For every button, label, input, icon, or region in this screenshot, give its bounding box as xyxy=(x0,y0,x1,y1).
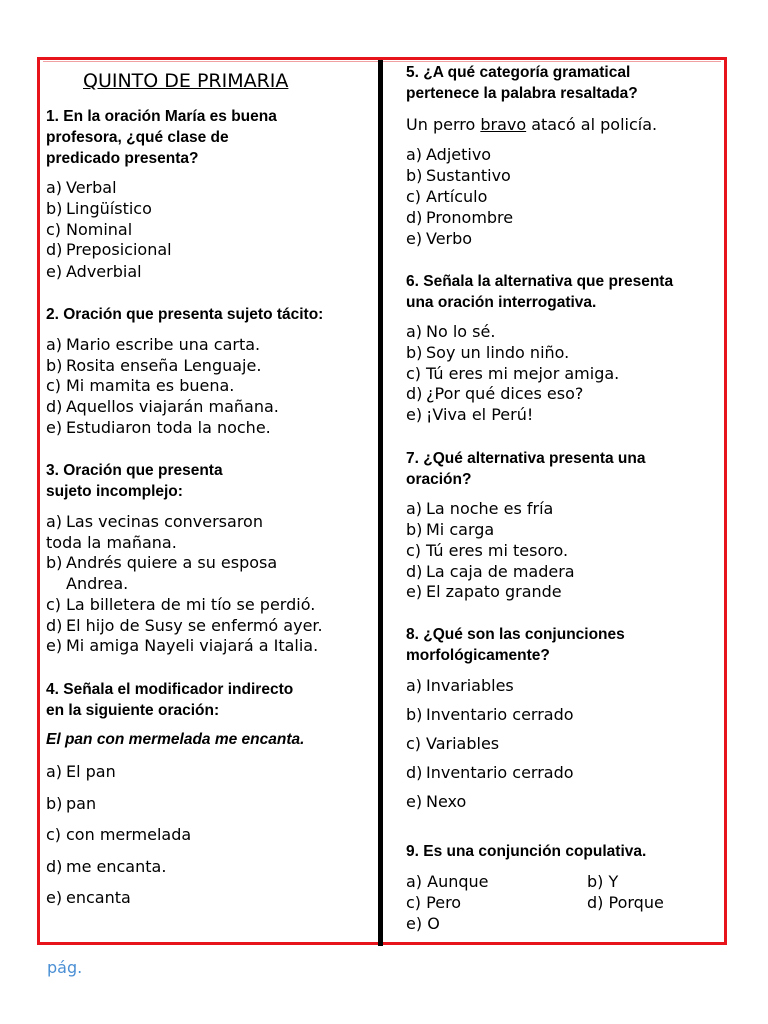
q2-option-a[interactable]: a) Mario escribe una carta. xyxy=(46,335,261,354)
q1-option-c[interactable]: c) Nominal xyxy=(46,220,133,239)
question-7-line: 7. ¿Qué alternativa presenta una xyxy=(406,450,646,467)
q7-option-a[interactable]: a) La noche es fría xyxy=(406,499,554,518)
q4-option-a[interactable]: a) El pan xyxy=(46,762,116,781)
q3-option-c[interactable]: c) La billetera de mi tío se perdió. xyxy=(46,595,316,614)
q3-option-a-continuation: toda la mañana. xyxy=(46,533,177,552)
q1-option-b[interactable]: b) Lingüístico xyxy=(46,199,152,218)
q9-option-d[interactable]: d) Porque xyxy=(587,893,664,912)
question-1-line: predicado presenta? xyxy=(46,150,199,167)
page-title: QUINTO DE PRIMARIA xyxy=(83,70,289,92)
q6-option-e[interactable]: e) ¡Viva el Perú! xyxy=(406,405,534,424)
q6-option-b[interactable]: b) Soy un lindo niño. xyxy=(406,343,570,362)
q3-option-a[interactable]: a) Las vecinas conversaron xyxy=(46,512,263,531)
question-1-line: 1. En la oración María es buena xyxy=(46,108,277,125)
question-8-line: morfológicamente? xyxy=(406,647,550,664)
q5-option-d[interactable]: d) Pronombre xyxy=(406,208,514,227)
q4-sentence: El pan con mermelada me encanta. xyxy=(46,731,305,748)
q7-option-b[interactable]: b) Mi carga xyxy=(406,520,495,539)
question-4-line: 4. Señala el modificador indirecto xyxy=(46,681,294,698)
q5-option-b[interactable]: b) Sustantivo xyxy=(406,166,511,185)
column-divider xyxy=(378,60,383,946)
question-4 xyxy=(46,679,293,721)
question-5-line: 5. ¿A qué categoría gramatical xyxy=(406,64,631,81)
q7-option-d[interactable]: d) La caja de madera xyxy=(406,562,575,581)
q9-option-b[interactable]: b) Y xyxy=(587,872,619,891)
question-6 xyxy=(406,271,673,313)
q8-option-e[interactable]: e) Nexo xyxy=(406,792,467,811)
q2-option-b[interactable]: b) Rosita enseña Lenguaje. xyxy=(46,356,262,375)
question-7 xyxy=(406,448,645,490)
q4-option-c[interactable]: c) con mermelada xyxy=(46,825,192,844)
q7-option-c[interactable]: c) Tú eres mi tesoro. xyxy=(406,541,569,560)
question-6-line: una oración interrogativa. xyxy=(406,294,597,311)
q5-option-e[interactable]: e) Verbo xyxy=(406,229,473,248)
q8-option-a[interactable]: a) Invariables xyxy=(406,676,514,695)
q9-option-e[interactable]: e) O xyxy=(406,914,440,933)
q4-option-e[interactable]: e) encanta xyxy=(46,888,131,907)
q9-option-c[interactable]: c) Pero xyxy=(406,893,462,912)
q5-option-a[interactable]: a) Adjetivo xyxy=(406,145,492,164)
question-3-line: sujeto incomplejo: xyxy=(46,483,183,500)
q6-option-c[interactable]: c) Tú eres mi mejor amiga. xyxy=(406,364,620,383)
question-3-line: 3. Oración que presenta xyxy=(46,462,223,479)
q4-option-d[interactable]: d) me encanta. xyxy=(46,857,167,876)
question-3 xyxy=(46,460,223,502)
q1-option-a[interactable]: a) Verbal xyxy=(46,178,117,197)
q3-option-d[interactable]: d) El hijo de Susy se enfermó ayer. xyxy=(46,616,323,635)
q3-option-b-continuation: Andrea. xyxy=(66,574,129,593)
q6-option-d[interactable]: d) ¿Por qué dices eso? xyxy=(406,384,584,403)
question-9-line: 9. Es una conjunción copulativa. xyxy=(406,843,647,860)
question-6-line: 6. Señala la alternativa que presenta xyxy=(406,273,674,290)
q6-option-a[interactable]: a) No lo sé. xyxy=(406,322,496,341)
q2-option-d[interactable]: d) Aquellos viajarán mañana. xyxy=(46,397,279,416)
q5-sentence: Un perro bravo atacó al policía. xyxy=(406,115,658,134)
question-5 xyxy=(406,62,638,104)
question-9 xyxy=(406,841,646,862)
question-2-line: 2. Oración que presenta sujeto tácito: xyxy=(46,306,324,323)
q2-option-e[interactable]: e) Estudiaron toda la noche. xyxy=(46,418,271,437)
q9-option-a[interactable]: a) Aunque xyxy=(406,872,489,891)
question-5-line: pertenece la palabra resaltada? xyxy=(406,85,638,102)
q1-option-e[interactable]: e) Adverbial xyxy=(46,262,142,281)
question-4-line: en la siguiente oración: xyxy=(46,702,220,719)
question-2 xyxy=(46,304,323,325)
q1-option-d[interactable]: d) Preposicional xyxy=(46,240,172,259)
question-8-line: 8. ¿Qué son las conjunciones xyxy=(406,626,625,643)
question-1 xyxy=(46,106,277,169)
q8-option-b[interactable]: b) Inventario cerrado xyxy=(406,705,574,724)
q8-option-d[interactable]: d) Inventario cerrado xyxy=(406,763,574,782)
question-1-line: profesora, ¿qué clase de xyxy=(46,129,229,146)
q4-option-b[interactable]: b) pan xyxy=(46,794,97,813)
q3-option-e[interactable]: e) Mi amiga Nayeli viajará a Italia. xyxy=(46,636,319,655)
q3-option-b[interactable]: b) Andrés quiere a su esposa xyxy=(46,553,278,572)
q8-option-c[interactable]: c) Variables xyxy=(406,734,500,753)
highlighted-word: bravo xyxy=(480,115,527,134)
q2-option-c[interactable]: c) Mi mamita es buena. xyxy=(46,376,235,395)
q5-option-c[interactable]: c) Artículo xyxy=(406,187,488,206)
question-8 xyxy=(406,624,625,666)
question-7-line: oración? xyxy=(406,471,472,488)
page-footer: pág. xyxy=(47,958,83,977)
q7-option-e[interactable]: e) El zapato grande xyxy=(406,582,562,601)
